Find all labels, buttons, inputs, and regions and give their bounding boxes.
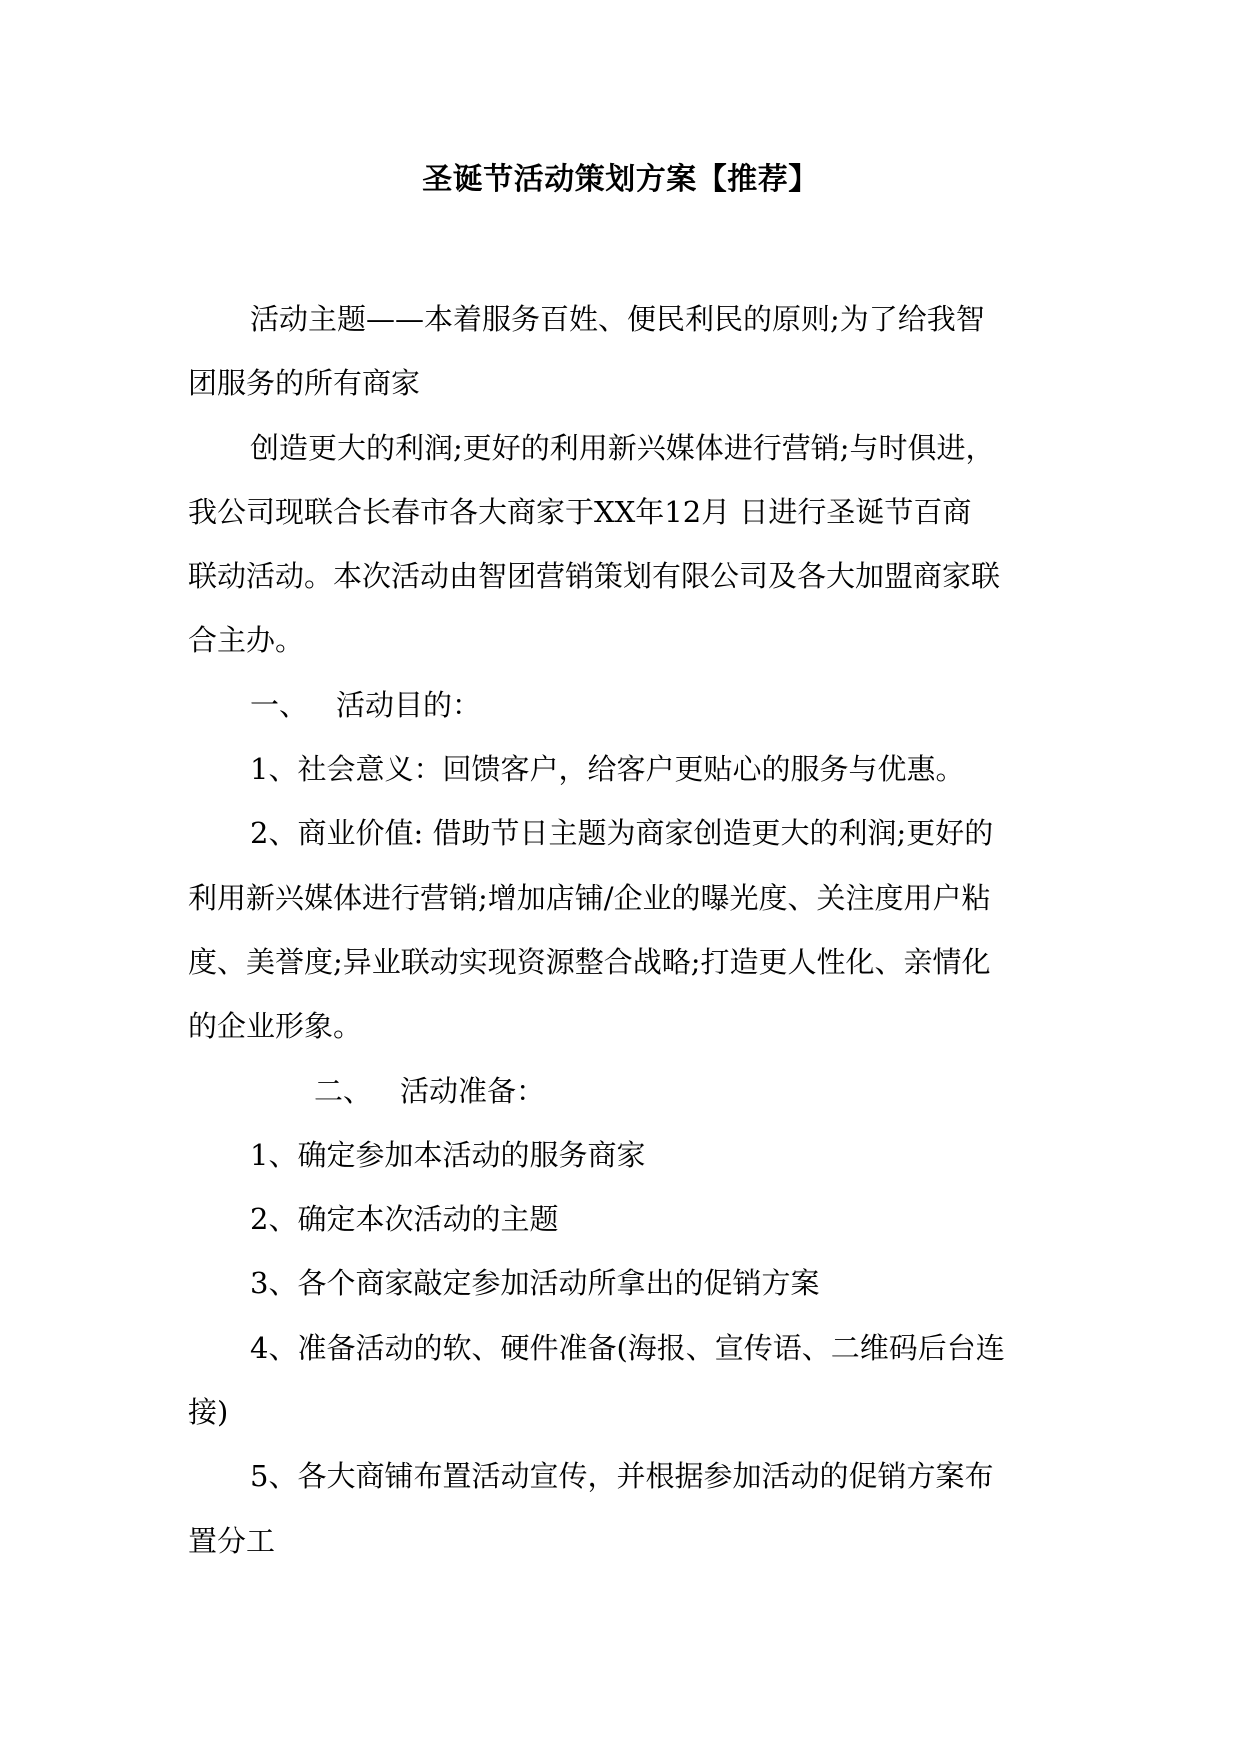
section-number: 二、 <box>314 1073 373 1108</box>
paragraph-line: 接) <box>188 1395 229 1430</box>
list-item: 1、确定参加本活动的服务商家 <box>250 1137 646 1172</box>
list-item: 3、各个商家敲定参加活动所拿出的促销方案 <box>250 1266 820 1301</box>
paragraph-line: 利用新兴媒体进行营销;增加店铺/企业的曝光度、关注度用户粘 <box>188 880 991 915</box>
list-item: 4、准备活动的软、硬件准备(海报、宣传语、二维码后台连 <box>250 1330 1005 1365</box>
document-body <box>188 287 1048 1573</box>
list-item: 2、商业价值: 借助节日主题为商家创造更大的利润;更好的 <box>250 816 994 851</box>
section-heading-text: 活动目的： <box>336 687 482 722</box>
list-item: 2、确定本次活动的主题 <box>250 1202 559 1237</box>
list-item: 1、社会意义：回馈客户，给客户更贴心的服务与优惠。 <box>250 752 965 787</box>
section-heading <box>188 673 1048 737</box>
paragraph-line: 联动活动。本次活动由智团营销策划有限公司及各大加盟商家联 <box>188 559 1001 594</box>
list-item: 5、各大商铺布置活动宣传，并根据参加活动的促销方案布 <box>250 1459 994 1494</box>
paragraph-line: 的企业形象。 <box>188 1009 363 1044</box>
paragraph-line: 我公司现联合长春市各大商家于XX年12月 日进行圣诞节百商 <box>188 494 972 529</box>
section-heading-text: 活动准备： <box>400 1073 546 1108</box>
section-number: 一、 <box>250 687 309 722</box>
section-heading <box>188 1059 1048 1123</box>
paragraph-line: 置分工 <box>188 1523 276 1558</box>
paragraph-line: 创造更大的利润;更好的利用新兴媒体进行营销;与时俱进， <box>250 430 995 465</box>
paragraph-line: 活动主题——本着服务百姓、便民利民的原则;为了给我智 <box>250 302 985 336</box>
document-title: 圣诞节活动策划方案【推荐】 <box>422 162 819 197</box>
paragraph-line: 度、美誉度;异业联动实现资源整合战略;打造更人性化、亲情化 <box>188 944 991 979</box>
paragraph-line: 合主办。 <box>188 623 305 658</box>
paragraph-line: 团服务的所有商家 <box>188 366 421 401</box>
